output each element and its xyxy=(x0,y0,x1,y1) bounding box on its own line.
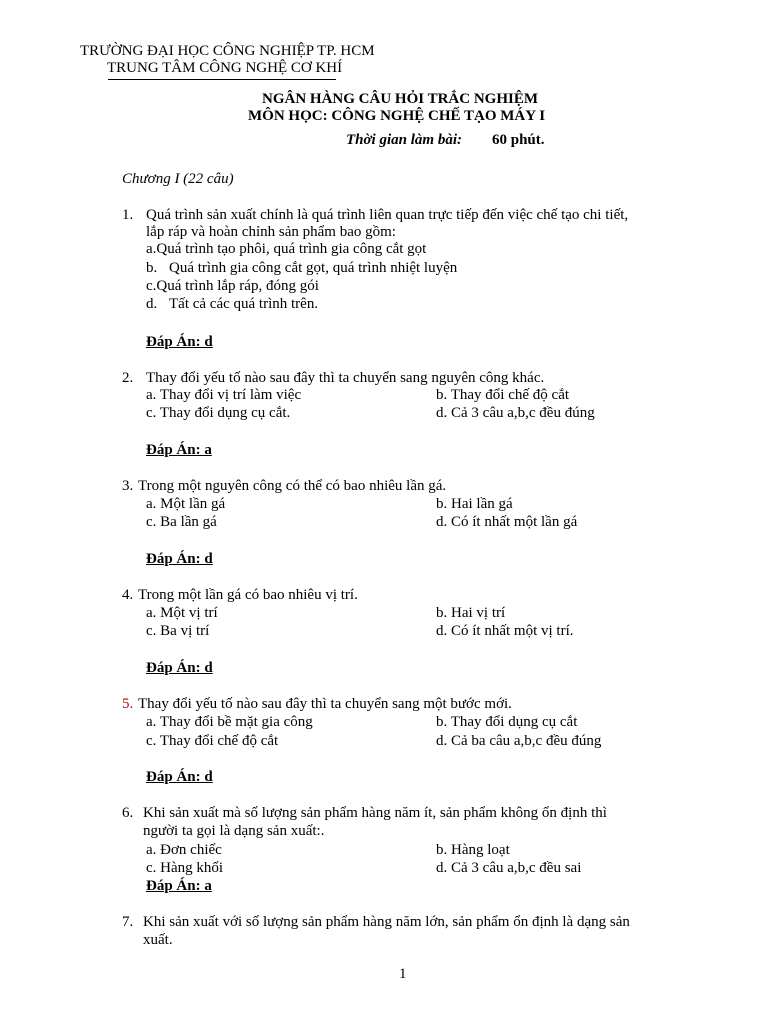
answer-key: Đáp Án: a xyxy=(146,442,212,458)
option-c: c.Quá trình lắp ráp, đóng gói xyxy=(146,278,319,294)
answer-key: Đáp Án: a xyxy=(146,878,212,894)
time-value: 60 phút. xyxy=(492,132,545,148)
option-b: b. Hai lần gá xyxy=(436,496,513,512)
option-c: c. Ba vị trí xyxy=(146,623,210,639)
question-text: Quá trình sản xuất chính là quá trình liên quan trực tiếp đến việc chế tạo chi tiết, xyxy=(146,207,629,223)
question-text: Thay đổi yếu tố nào sau đây thì ta chuyển sang một bước mới. xyxy=(138,696,512,712)
option-a: a. Thay đổi bề mặt gia công xyxy=(146,714,313,730)
option-b: b. Thay đổi dụng cụ cắt xyxy=(436,714,578,730)
header-underline xyxy=(108,79,336,80)
option-c: c. Thay đổi chế độ cắt xyxy=(146,733,279,749)
option-a: a. Một lần gá xyxy=(146,496,226,512)
school-name: TRƯỜNG ĐẠI HỌC CÔNG NGHIỆP TP. HCM xyxy=(80,43,375,59)
question-text: Trong một nguyên công có thể có bao nhiêu lần gá. xyxy=(138,478,447,494)
chapter-heading: Chương I (22 câu) xyxy=(122,171,234,187)
question-number: 5. xyxy=(122,696,134,712)
time-label: Thời gian làm bài: xyxy=(346,132,462,148)
option-b: b. Thay đổi chế độ cắt xyxy=(436,387,570,403)
option-a: a.Quá trình tạo phôi, quá trình gia công cắt gọt xyxy=(146,241,427,257)
question-number: 2. xyxy=(122,370,134,386)
option-d: d. Có ít nhất một vị trí. xyxy=(436,623,574,639)
answer-key: Đáp Án: d xyxy=(146,334,213,350)
answer-key: Đáp Án: d xyxy=(146,660,213,676)
question-text-continued: xuất. xyxy=(143,932,173,948)
option-d: d. Cả 3 câu a,b,c đều sai xyxy=(436,860,582,876)
answer-key: Đáp Án: d xyxy=(146,769,213,785)
option-d: d. Có ít nhất một lần gá xyxy=(436,514,578,530)
question-text: Khi sản xuất với số lượng sản phẩm hàng năm lớn, sản phẩm ổn định là dạng sản xyxy=(143,914,630,930)
center-name: TRUNG TÂM CÔNG NGHỆ CƠ KHÍ xyxy=(107,60,343,76)
question-text-continued: lắp ráp và hoàn chỉnh sản phẩm bao gồm: xyxy=(146,224,396,240)
option-c: c. Thay đổi dụng cụ cắt. xyxy=(146,405,291,421)
option-b: b. Hai vị trí xyxy=(436,605,506,621)
option-d: d. Cả ba câu a,b,c đều đúng xyxy=(436,733,602,749)
option-b: Quá trình gia công cắt gọt, quá trình nhiệt luyện xyxy=(169,260,458,276)
option-b-number: b. xyxy=(146,260,158,276)
question-number: 7. xyxy=(122,914,134,930)
question-number: 6. xyxy=(122,805,134,821)
question-number: 4. xyxy=(122,587,134,603)
option-a: a. Thay đổi vị trí làm việc xyxy=(146,387,302,403)
question-number: 1. xyxy=(122,207,134,223)
option-a: a. Đơn chiếc xyxy=(146,842,222,858)
question-number: 3. xyxy=(122,478,134,494)
course-title: MÔN HỌC: CÔNG NGHỆ CHẾ TẠO MÁY I xyxy=(248,108,546,124)
option-d: Tất cả các quá trình trên. xyxy=(169,296,319,312)
answer-key: Đáp Án: d xyxy=(146,551,213,567)
option-c: c. Ba lần gá xyxy=(146,514,217,530)
question-text: Khi sản xuất mà số lượng sản phẩm hàng năm ít, sản phẩm không ổn định thì xyxy=(143,805,607,821)
question-text-continued: người ta gọi là dạng sản xuất:. xyxy=(143,823,325,839)
document-title: NGÂN HÀNG CÂU HỎI TRẮC NGHIỆM xyxy=(262,91,538,107)
option-a: a. Một vị trí xyxy=(146,605,218,621)
option-b: b. Hàng loạt xyxy=(436,842,510,858)
page-number: 1 xyxy=(399,966,407,982)
option-c: c. Hàng khối xyxy=(146,860,224,876)
question-text: Trong một lần gá có bao nhiêu vị trí. xyxy=(138,587,358,603)
option-d-number: d. xyxy=(146,296,158,312)
option-d: d. Cả 3 câu a,b,c đều đúng xyxy=(436,405,595,421)
question-text: Thay đổi yếu tố nào sau đây thì ta chuyển sang nguyên công khác. xyxy=(146,370,545,386)
